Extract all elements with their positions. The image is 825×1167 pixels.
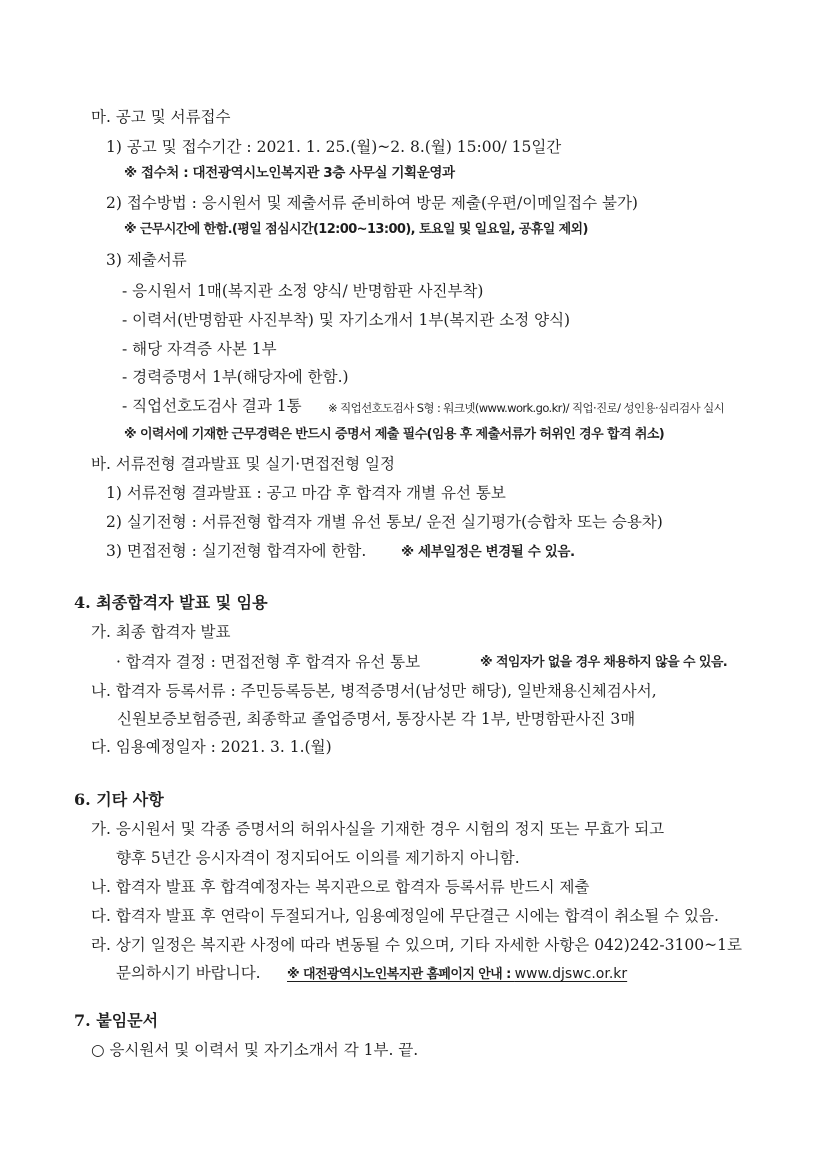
sec4-ga-note: ※ 적임자가 없을 경우 채용하지 않을 수 있음. <box>480 655 728 670</box>
ma-item-1-note: ※ 접수처 : 대전광역시노인복지관 3층 사무실 기획운영과 <box>124 165 455 181</box>
sec4-na-line-2: 신원보증보험증권, 최종학교 졸업증명서, 통장사본 각 1부, 반명함판사진 3매 <box>117 710 636 728</box>
docs-note: ※ 이력서에 기재한 근무경력은 반드시 증명서 제출 필수(임용 후 제출서류가 허위인 경우 합격 취소) <box>124 427 665 442</box>
sec6-da: 다. 합격자 발표 후 연락이 두절되거나, 임용예정일에 무단결근 시에는 합격이 취소될 수 있음. <box>91 907 719 925</box>
sec4-na-line-1: 나. 합격자 등록서류 : 주민등록등본, 병적증명서(남성만 해당), 일반채용신체검사서, <box>91 682 657 700</box>
ba-item-3-note: ※ 세부일정은 변경될 수 있음. <box>401 544 575 560</box>
doc-5-note: ※ 직업선호도검사 S형 : 워크넷(www.work.go.kr)/ 직업·진로/ 성인용·심리검사 실시 <box>328 401 725 415</box>
doc-item: - 직업선호도검사 결과 1통 <box>122 397 302 415</box>
ba-item-3: 3) 면접전형 : 실기전형 합격자에 한함. <box>106 542 367 560</box>
sec4-ga-item: · 합격자 결정 : 면접전형 후 합격자 유선 통보 <box>116 653 421 671</box>
section-ba-title: 바. 서류전형 결과발표 및 실기·면접전형 일정 <box>91 455 396 473</box>
section-6-title: 6. 기타 사항 <box>74 790 164 809</box>
sec6-ga-line-2: 향후 5년간 응시자격이 정지되어도 이의를 제기하지 아니함. <box>116 849 520 867</box>
ma-item-2: 2) 접수방법 : 응시원서 및 제출서류 준비하여 방문 제출(우편/이메일접수 불가) <box>106 194 638 212</box>
sec6-na: 나. 합격자 발표 후 합격예정자는 복지관으로 합격자 등록서류 반드시 제출 <box>91 878 590 896</box>
ma-item-3: 3) 제출서류 <box>106 251 187 269</box>
ma-item-2-note: ※ 근무시간에 한함.(평일 점심시간(12:00~13:00), 토요일 및 일요일, 공휴일 제외) <box>124 222 588 237</box>
ra-note-text: ※ 대전광역시노인복지관 홈페이지 안내 : <box>287 967 515 982</box>
homepage-link[interactable]: www.djswc.or.kr <box>514 966 628 982</box>
section-4-title: 4. 최종합격자 발표 및 임용 <box>74 593 268 612</box>
sec6-ra-line-2: 문의하시기 바랍니다. <box>116 964 261 982</box>
ba-item-1: 1) 서류전형 결과발표 : 공고 마감 후 합격자 개별 유선 통보 <box>106 484 506 502</box>
sec4-da: 다. 임용예정일자 : 2021. 3. 1.(월) <box>91 738 332 756</box>
sec4-ga: 가. 최종 합격자 발표 <box>91 623 231 641</box>
sec7-item: ○ 응시원서 및 이력서 및 자기소개서 각 1부. 끝. <box>91 1041 419 1059</box>
doc-item: - 해당 자격증 사본 1부 <box>122 340 277 358</box>
sec6-ga-line-1: 가. 응시원서 및 각종 증명서의 허위사실을 기재한 경우 시험의 정지 또는 무효가 되고 <box>91 820 665 838</box>
doc-item: - 응시원서 1매(복지관 소정 양식/ 반명함판 사진부착) <box>122 282 484 300</box>
sec6-ra-note <box>287 964 627 985</box>
ba-item-2: 2) 실기전형 : 서류전형 합격자 개별 유선 통보/ 운전 실기평가(승합차 또는 승용차) <box>106 513 663 531</box>
ma-item-1: 1) 공고 및 접수기간 : 2021. 1. 25.(월)~2. 8.(월) 15:00/ 15일간 <box>106 138 562 156</box>
section-ma-title: 마. 공고 및 서류접수 <box>91 108 231 126</box>
section-7-title: 7. 붙임문서 <box>74 1011 159 1030</box>
doc-item: - 경력증명서 1부(해당자에 한함.) <box>122 368 349 386</box>
sec6-ra-line-1: 라. 상기 일정은 복지관 사정에 따라 변동될 수 있으며, 기타 자세한 사항은 042)242-3100~1로 <box>91 936 742 954</box>
doc-item: - 이력서(반명함판 사진부착) 및 자기소개서 1부(복지관 소정 양식) <box>122 311 571 329</box>
